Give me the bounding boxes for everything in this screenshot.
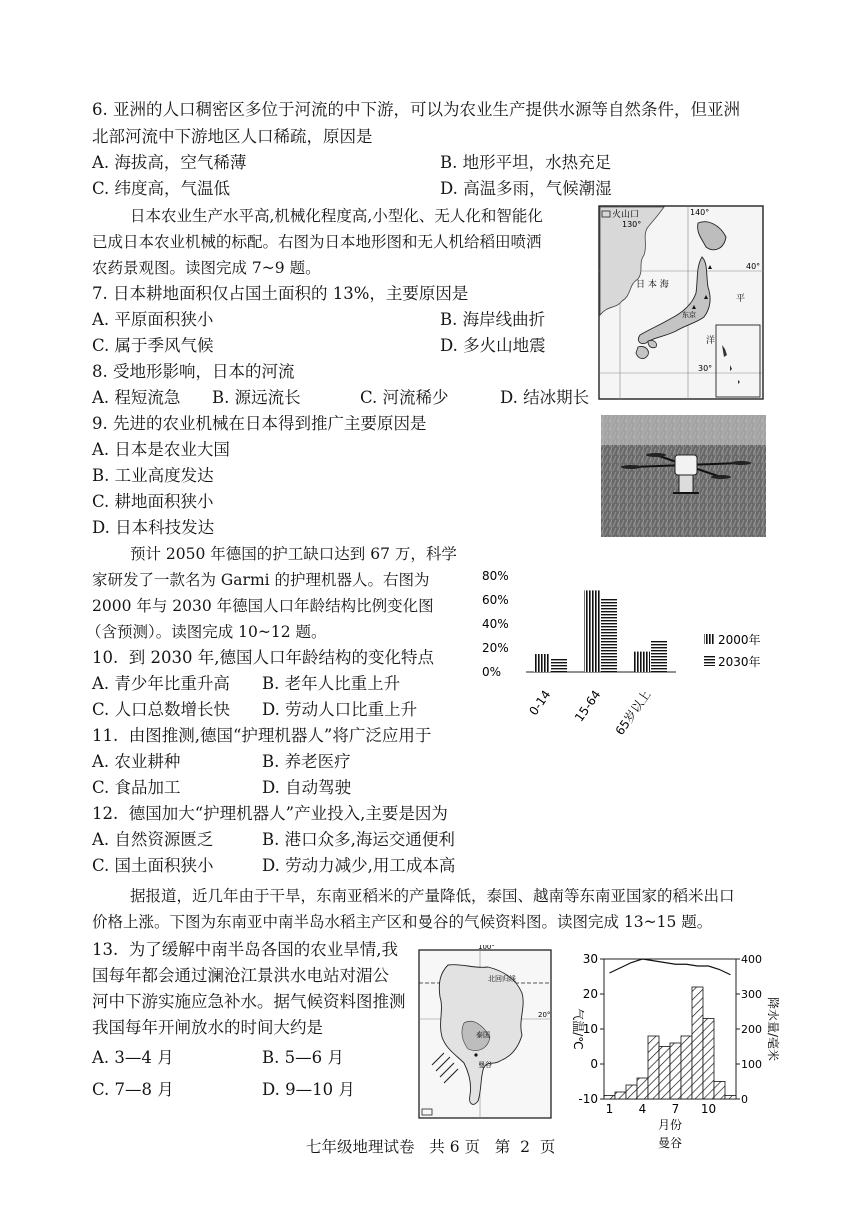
- climate-chart-x-tick: 10: [700, 1102, 717, 1116]
- germany-age-structure-chart: [478, 560, 770, 760]
- q9-stem: 9. 先进的农业机械在日本得到推广主要原因是: [92, 414, 427, 433]
- q10-option-d: D. 劳动人口比重上升: [262, 700, 418, 719]
- age-chart-y-tick: 40%: [482, 617, 509, 631]
- age-chart-y-tick: 80%: [482, 569, 509, 583]
- age-chart-legend-swatch: [704, 656, 715, 666]
- climate-chart-precip-bar: [604, 1096, 615, 1100]
- climate-chart-temperature-line: [610, 959, 731, 975]
- passage-7-9-line1: 日本农业生产水平高,机械化程度高,小型化、无人化和智能化: [130, 207, 543, 225]
- q13-option-a: A. 3—4 月: [92, 1048, 174, 1067]
- q13-option-c: C. 7—8 月: [92, 1080, 174, 1099]
- age-chart-x-tick: 15-64: [571, 687, 604, 725]
- age-chart-x-tick: 65岁以上: [612, 687, 654, 738]
- age-chart-bar: [601, 598, 617, 672]
- climate-chart-precip-bar: [714, 1082, 725, 1100]
- q6-option-b: B. 地形平坦，水热充足: [440, 153, 612, 172]
- climate-chart-right-tick: 300: [741, 988, 762, 1001]
- age-chart-x-tick: 0-14: [526, 687, 554, 719]
- q8-option-a: A. 程短流急: [92, 388, 181, 407]
- q6-stem-line1: 6. 亚洲的人口稠密区多位于河流的中下游，可以为农业生产提供水源等自然条件，但亚洲: [92, 100, 740, 119]
- age-chart-y-tick: 0%: [482, 665, 502, 679]
- climate-chart-precip-bar: [626, 1085, 637, 1099]
- q13-stem-line2: 国每年都会通过澜沧江景洪水电站对湄公: [92, 966, 389, 985]
- q11-option-b: B. 养老医疗: [262, 752, 351, 771]
- passage-13-15-line2: 价格上涨。下图为东南亚中南半岛水稻主产区和曼谷的气候资料图。读图完成 13~15 题。: [92, 913, 713, 931]
- passage-7-9-line2: 已成日本农业机械的标配。右图为日本地形图和无人机给稻田喷洒: [92, 233, 542, 251]
- q10-option-c: C. 人口总数增长快: [92, 700, 231, 719]
- q12-option-c: C. 国土面积狭小: [92, 856, 214, 875]
- q13-option-d: D. 9—10 月: [262, 1080, 355, 1099]
- sea-map-tropic-label: 北回归线: [488, 975, 516, 983]
- japan-map-ocean-label-1: 平: [736, 294, 746, 304]
- climate-chart-precip-bar: [681, 1036, 692, 1099]
- q13-stem-line3: 河中下游实施应急补水。据气候资料图推测: [92, 992, 406, 1011]
- passage-10-12-line3: 2000 年与 2030 年德国人口年龄结构比例变化图: [92, 597, 434, 615]
- japan-map-tokyo-label: 东京: [682, 311, 696, 319]
- japan-map-lon-140: 140°: [690, 208, 710, 217]
- q11-option-d: D. 自动驾驶: [262, 778, 352, 797]
- climate-chart-title: 曼谷: [657, 1136, 683, 1150]
- q9-option-c: C. 耕地面积狭小: [92, 492, 214, 511]
- climate-chart-right-tick: 400: [741, 953, 762, 966]
- climate-chart-precip-bar: [692, 987, 703, 1099]
- q8-option-b: B. 源远流长: [212, 388, 301, 407]
- climate-chart-left-tick: 20: [582, 987, 598, 1001]
- climate-chart-left-tick: -10: [578, 1092, 598, 1106]
- q9-option-b: B. 工业高度发达: [92, 466, 214, 485]
- age-chart-y-tick: 20%: [482, 641, 509, 655]
- q6-option-a: A. 海拔高，空气稀薄: [92, 153, 247, 172]
- q13-stem-line1: 13. 为了缓解中南半岛各国的农业旱情,我: [92, 940, 398, 959]
- drone-spraying-photo: [601, 415, 766, 537]
- q12-option-a: A. 自然资源匮乏: [92, 830, 214, 849]
- climate-chart-right-label: 降水量/毫米: [766, 996, 780, 1062]
- climate-chart-right-tick: 100: [741, 1058, 762, 1071]
- climate-chart-left-tick: 0: [590, 1057, 598, 1071]
- sea-map-lon-100: 100°: [478, 945, 495, 951]
- q10-option-b: B. 老年人比重上升: [262, 674, 401, 693]
- japan-map-lat-30: 30°: [698, 364, 713, 373]
- age-chart-legend-swatch: [704, 634, 715, 644]
- q10-option-a: A. 青少年比重升高: [92, 674, 230, 693]
- passage-10-12-line4: （含预测）。读图完成 10~12 题。: [86, 623, 327, 641]
- passage-10-12-line1: 预计 2050 年德国的护工缺口达到 67 万，科学: [130, 545, 457, 563]
- japan-map-legend: 火山口: [612, 210, 640, 220]
- climate-chart-precip-bar: [659, 1047, 670, 1100]
- climate-chart-precip-bar: [725, 1096, 736, 1100]
- bangkok-climate-chart: [560, 945, 780, 1157]
- indochina-rice-map: [418, 945, 553, 1120]
- age-chart-bar: [584, 590, 600, 672]
- q12-stem: 12. 德国加大“护理机器人”产业投入,主要是因为: [92, 804, 448, 823]
- q7-option-b: B. 海岸线曲折: [440, 310, 546, 329]
- age-chart-bar: [651, 640, 667, 672]
- climate-chart-right-tick: 200: [741, 1023, 762, 1036]
- climate-chart-x-label: 月份: [657, 1118, 683, 1132]
- q6-stem-line2: 北部河流中下游地区人口稀疏，原因是: [92, 127, 373, 146]
- passage-7-9-line3: 农药景观图。读图完成 7~9 题。: [92, 259, 321, 277]
- sea-map-bangkok-label: 曼谷: [478, 1061, 492, 1069]
- climate-chart-precip-bar: [703, 1019, 714, 1100]
- sea-map-lat-20: 20°: [538, 1011, 551, 1019]
- japan-map-sea-label: 日 本 海: [636, 280, 669, 290]
- q9-option-a: A. 日本是农业大国: [92, 440, 230, 459]
- passage-13-15-line1: 据报道，近几年由于干旱，东南亚稻米的产量降低，泰国、越南等东南亚国家的稻米出口: [130, 887, 735, 905]
- climate-chart-x-tick: 1: [605, 1102, 614, 1116]
- q9-option-d: D. 日本科技发达: [92, 518, 215, 537]
- q6-option-d: D. 高温多雨，气候潮湿: [440, 179, 612, 198]
- q7-option-c: C. 属于季风气候: [92, 336, 214, 355]
- q13-option-b: B. 5—6 月: [262, 1048, 344, 1067]
- age-chart-legend-label: 2000年: [718, 633, 761, 647]
- q8-option-d: D. 结冰期长: [500, 388, 590, 407]
- age-chart-bar: [534, 654, 550, 672]
- q11-option-a: A. 农业耕种: [92, 752, 181, 771]
- climate-chart-precip-bar: [670, 1043, 681, 1099]
- climate-chart-x-tick: 4: [638, 1102, 647, 1116]
- age-chart-y-tick: 60%: [482, 593, 509, 607]
- q7-option-d: D. 多火山地震: [440, 336, 546, 355]
- q6-option-c: C. 纬度高，气温低: [92, 179, 231, 198]
- climate-chart-left-tick: 10: [582, 1022, 598, 1036]
- q8-option-c: C. 河流稀少: [360, 388, 449, 407]
- q12-option-b: B. 港口众多,海运交通便利: [262, 830, 455, 849]
- japan-map-lat-40: 40°: [746, 262, 761, 271]
- climate-chart-left-label: 气温/℃: [571, 1008, 585, 1050]
- q13-stem-line4: 我国每年开闸放水的时间大约是: [92, 1018, 323, 1037]
- climate-chart-precip-bar: [648, 1036, 659, 1099]
- climate-chart-left-tick: 30: [582, 952, 598, 966]
- japan-map-lon-130: 130°: [622, 220, 642, 229]
- japan-map-ocean-label-2: 洋: [706, 336, 716, 346]
- climate-chart-precip-bar: [615, 1092, 626, 1099]
- climate-chart-x-tick: 7: [671, 1102, 680, 1116]
- age-chart-bar: [634, 652, 650, 672]
- q10-stem: 10. 到 2030 年,德国人口年龄结构的变化特点: [92, 648, 434, 667]
- q8-stem: 8. 受地形影响，日本的河流: [92, 362, 295, 381]
- q11-stem: 11. 由图推测,德国“护理机器人”将广泛应用于: [92, 726, 432, 745]
- q7-option-a: A. 平原面积狭小: [92, 310, 214, 329]
- page-footer: 七年级地理试卷 共 6 页 第 2 页: [306, 1138, 556, 1156]
- q7-stem: 7. 日本耕地面积仅占国土面积的 13%，主要原因是: [92, 284, 469, 303]
- climate-chart-right-tick: 0: [741, 1093, 748, 1106]
- age-chart-bar: [551, 658, 567, 672]
- age-chart-legend-label: 2030年: [718, 655, 761, 669]
- q11-option-c: C. 食品加工: [92, 778, 181, 797]
- climate-chart-precip-bar: [637, 1078, 648, 1099]
- sea-map-thailand-label: 泰国: [476, 1031, 490, 1039]
- japan-terrain-map: [598, 205, 764, 400]
- passage-10-12-line2: 家研发了一款名为 Garmi 的护理机器人。右图为: [92, 571, 430, 589]
- q12-option-d: D. 劳动力减少,用工成本高: [262, 856, 456, 875]
